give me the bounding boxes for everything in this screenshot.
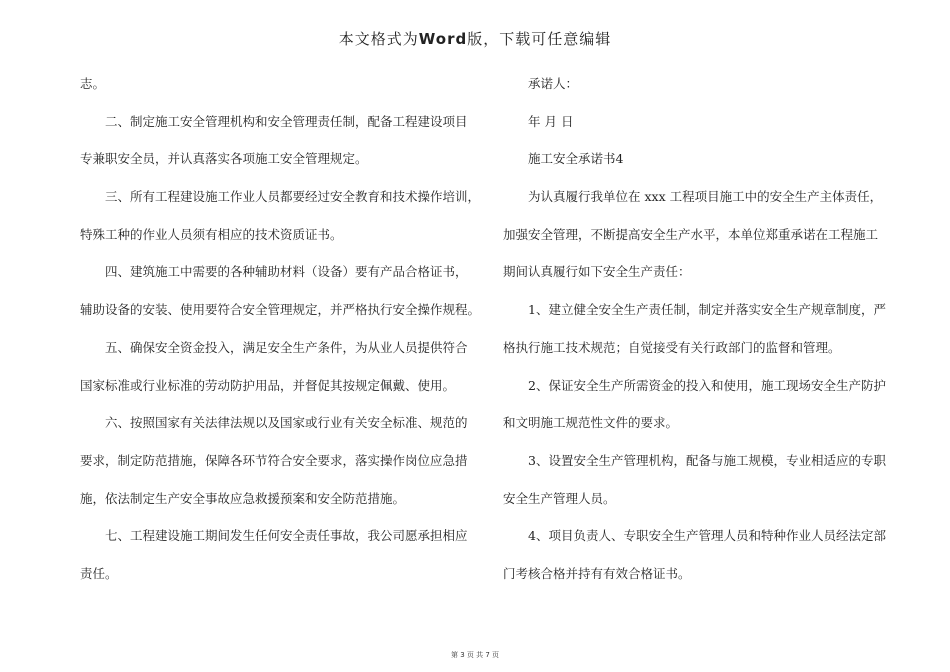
right-text-line: 期间认真履行如下安全生产责任： xyxy=(503,264,691,280)
left-text-line: 四、建筑施工中需要的各种辅助材料（设备）要有产品合格证书， xyxy=(105,264,468,280)
right-text-line: 1、建立健全安全生产责任制，制定并落实安全生产规章制度，严 xyxy=(528,302,886,318)
right-column xyxy=(503,70,888,598)
left-text-line: 二、制定施工安全管理机构和安全管理责任制，配备工程建设项目 xyxy=(105,113,468,129)
left-text-line: 特殊工种的作业人员须有相应的技术资质证书。 xyxy=(80,226,343,242)
left-text-line: 志。 xyxy=(80,76,106,91)
right-text-line: 4、项目负责人、专职安全生产管理人员和特种作业人员经法定部 xyxy=(528,528,886,544)
right-text-line: 安全生产管理人员。 xyxy=(503,490,616,506)
right-text-line: 格执行施工技术规范；自觉接受有关行政部门的监督和管理。 xyxy=(503,339,841,355)
right-text-line: 承诺人： xyxy=(528,76,579,91)
left-text-line: 责任。 xyxy=(80,565,118,581)
left-text-line: 三、所有工程建设施工作业人员都要经过安全教育和技术操作培训， xyxy=(105,189,481,205)
header-prefix: 本文格式为 xyxy=(338,30,419,48)
left-text-line: 六、按照国家有关法律法规以及国家或行业有关安全标准、规范的 xyxy=(105,415,468,431)
right-text-line: 加强安全管理，不断提高安全生产水平，本单位郑重承诺在工程施工 xyxy=(503,226,879,242)
header-word: Word xyxy=(418,30,468,48)
left-text-line: 七、工程建设施工期间发生任何安全责任事故，我公司愿承担相应 xyxy=(105,528,468,544)
page-footer: 第 3 页 共 7 页 xyxy=(450,651,500,659)
header-suffix: 版，下载可任意编辑 xyxy=(467,30,612,48)
right-text-line: 门考核合格并持有有效合格证书。 xyxy=(503,565,691,581)
right-text-line: 3、设置安全生产管理机构，配备与施工规模，专业相适应的专职 xyxy=(528,452,886,468)
left-text-line: 要求，制定防范措施，保障各环节符合安全要求，落实操作岗位应急措 xyxy=(80,452,468,468)
left-text-line: 五、确保安全资金投入，满足安全生产条件，为从业人员提供符合 xyxy=(105,339,468,355)
right-text-line: 2、保证安全生产所需资金的投入和使用，施工现场安全生产防护 xyxy=(528,377,886,393)
left-text-line: 辅助设备的安装、使用要符合安全管理规定，并严格执行安全操作规程。 xyxy=(80,302,481,318)
right-text-line: 为认真履行我单位在 xxx 工程项目施工中的安全生产主体责任， xyxy=(528,189,883,205)
left-text-line: 国家标准或行业标准的劳动防护用品，并督促其按规定佩戴、使用。 xyxy=(80,377,456,393)
right-text-line: 年 月 日 xyxy=(528,113,574,129)
left-text-line: 施，依法制定生产安全事故应急救援预案和安全防范措施。 xyxy=(80,490,406,506)
right-text-line: 和文明施工规范性文件的要求。 xyxy=(503,415,679,431)
page-header xyxy=(0,28,950,49)
right-text-line: 施工安全承诺书4 xyxy=(528,151,624,167)
left-column xyxy=(80,70,480,598)
left-text-line: 专兼职安全员，并认真落实各项施工安全管理规定。 xyxy=(80,151,368,167)
